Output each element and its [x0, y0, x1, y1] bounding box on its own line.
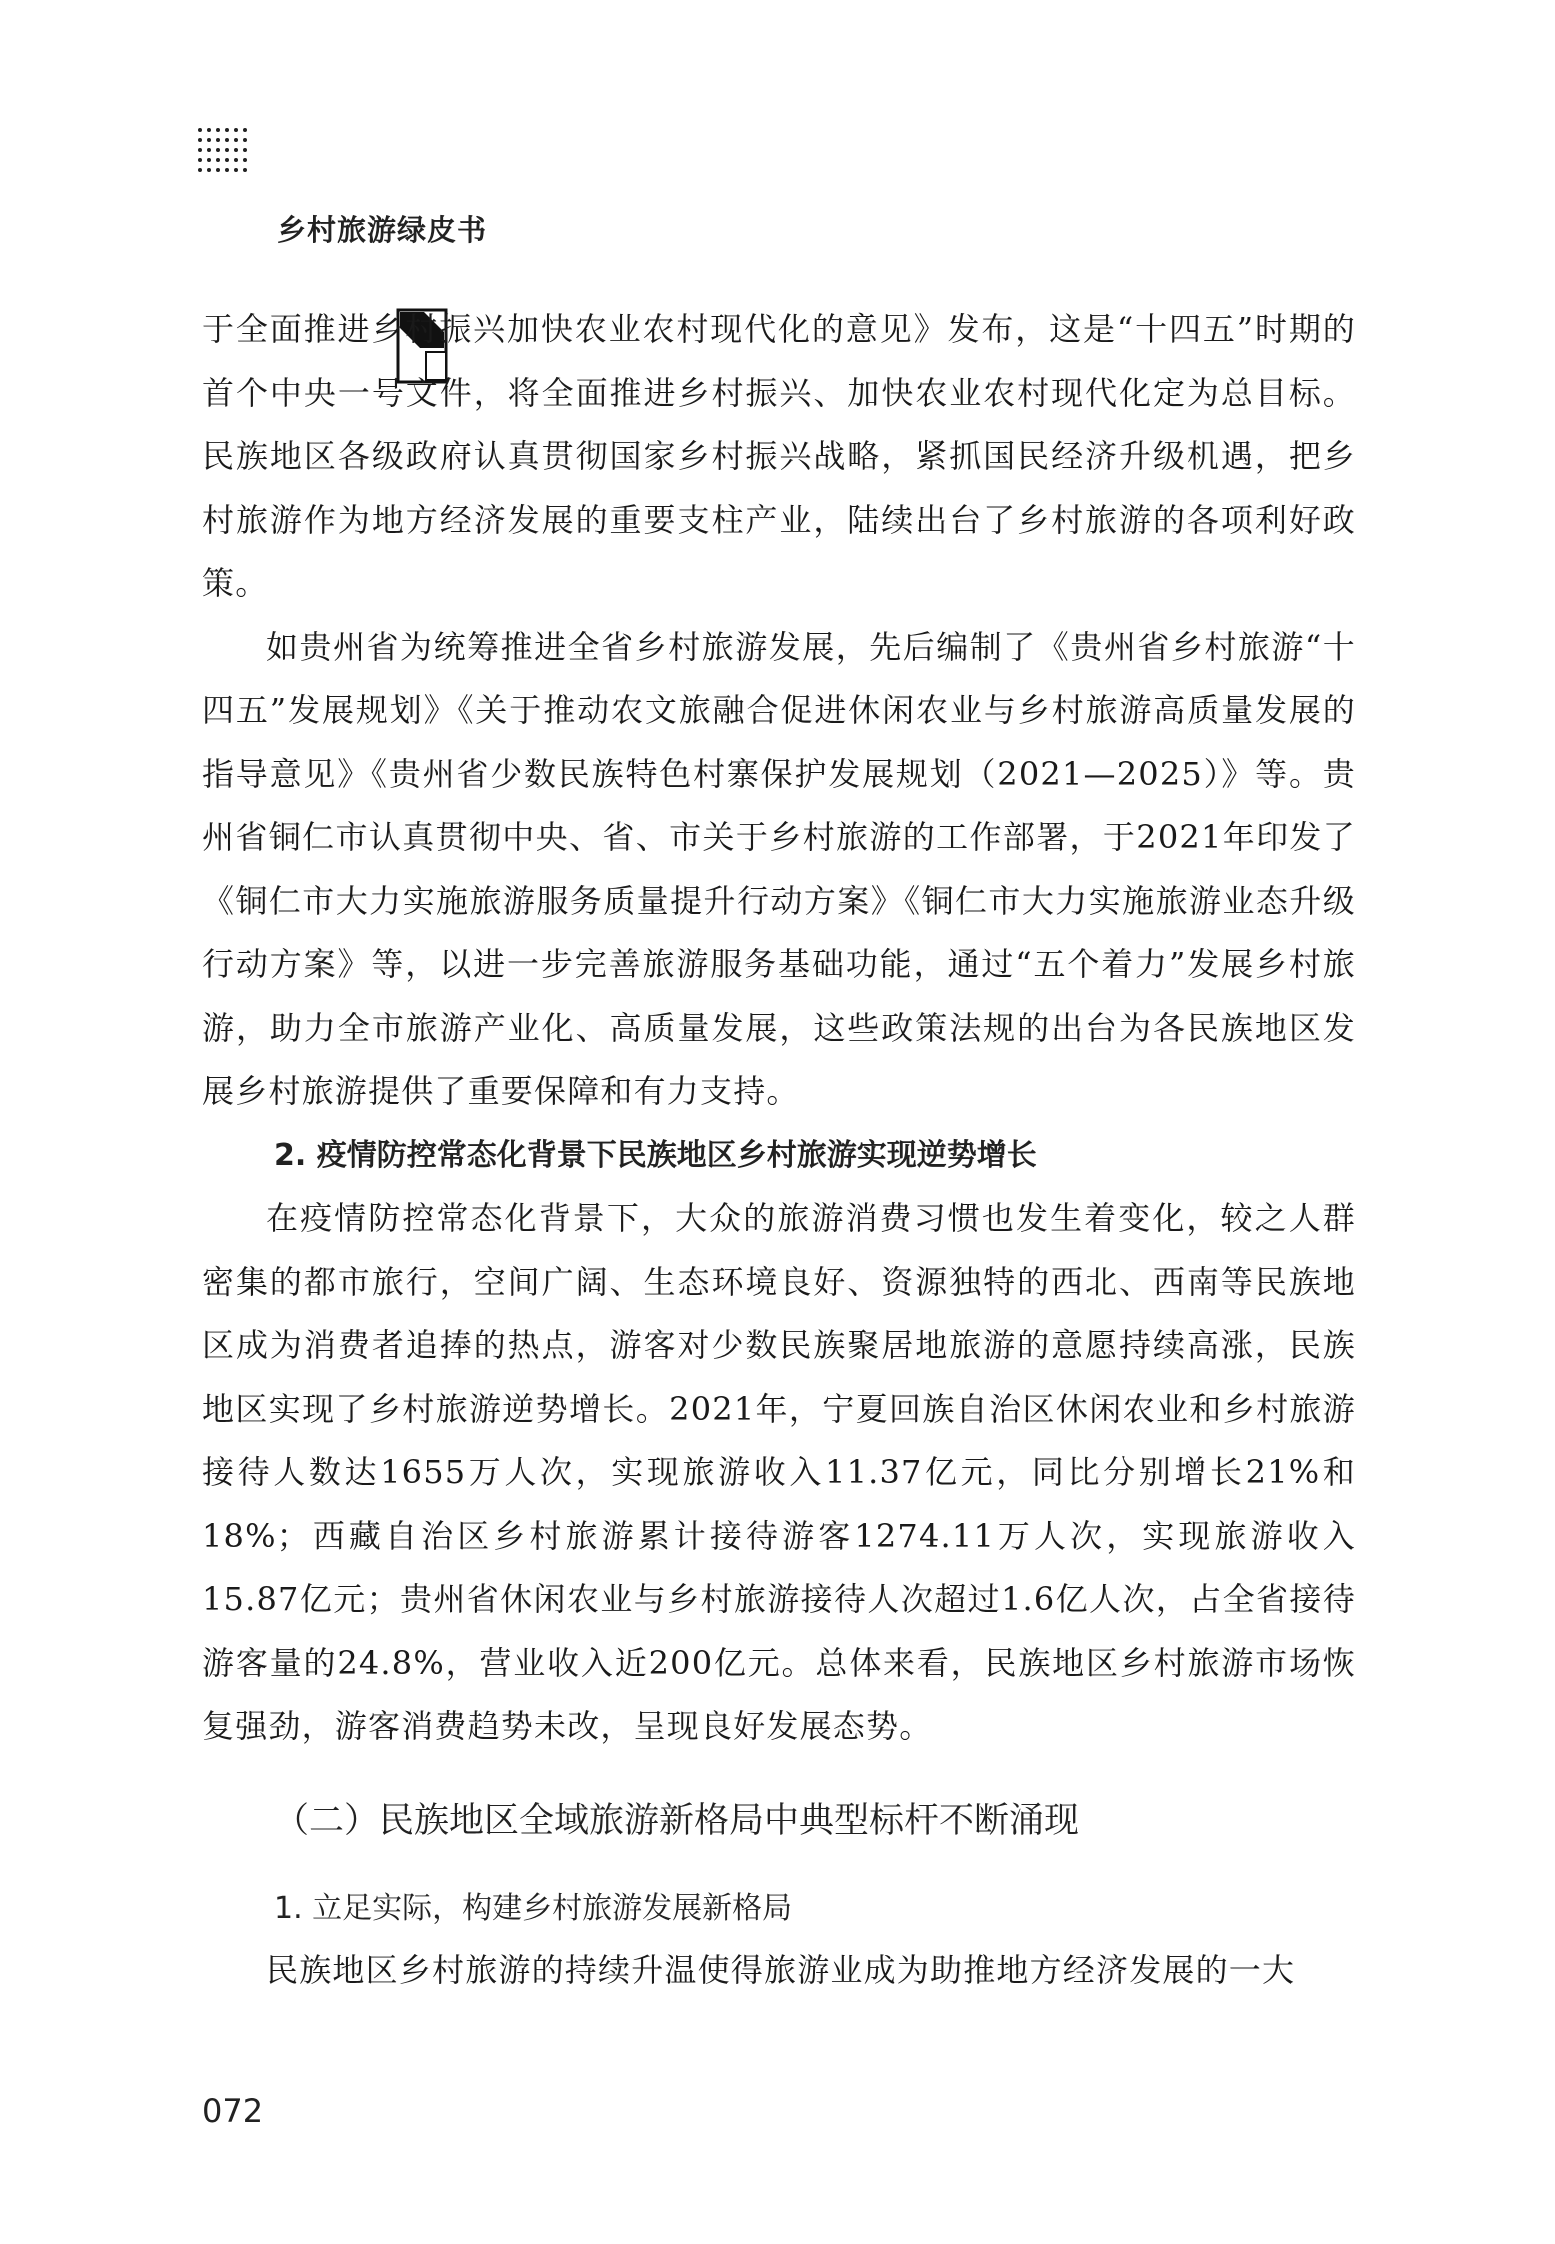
- logo-dot: [198, 168, 202, 172]
- paragraph: 于全面推进乡村振兴加快农业农村现代化的意见》发布，这是“十四五”时期的首个中央一号文件，将全面推进乡村振兴、加快农业农村现代化定为总目标。民族地区各级政府认真贯彻国家乡村振兴战略，紧抓国民经济升级机遇，把乡村旅游作为地方经济发展的重要支柱产业，陆续出台了乡村旅游的各项利好政策。: [202, 310, 1356, 602]
- logo-dot: [243, 148, 247, 152]
- logo-dot: [225, 128, 229, 132]
- logo-dot: [234, 138, 238, 142]
- logo-dot: [216, 138, 220, 142]
- paragraph: 在疫情防控常态化背景下，大众的旅游消费习惯也发生着变化，较之人群密集的都市旅行，空间广阔、生态环境良好、资源独特的西北、西南等民族地区成为消费者追捧的热点，游客对少数民族聚居地旅游的意愿持续高涨，民族地区实现了乡村旅游逆势增长。2021年，宁夏回族自治区休闲农业和乡村旅游接待人数达1655万人次，实现旅游收入11.37亿元，同比分别增长21%和18%；西藏自治区乡村旅游累计接待游客1274.11万人次，实现旅游收入15.87亿元；贵州省休闲农业与乡村旅游接待人次超过1.6亿人次，占全省接待游客量的24.8%，营业收入近200亿元。总体来看，民族地区乡村旅游市场恢复强劲，游客消费趋势未改，呈现良好发展态势。: [202, 1199, 1356, 1745]
- logo-dot: [243, 158, 247, 162]
- page-number: 072: [202, 2092, 264, 2130]
- logo-dot: [216, 128, 220, 132]
- logo-dot: [207, 138, 211, 142]
- subsection-heading: 1. 立足实际，构建乡村旅游发展新格局: [274, 1890, 793, 1926]
- logo-dot: [234, 128, 238, 132]
- series-logo: [196, 128, 256, 258]
- logo-dot: [198, 158, 202, 162]
- series-title: 乡村旅游绿皮书: [277, 213, 488, 247]
- logo-dot: [234, 168, 238, 172]
- section-heading: （二）民族地区全域旅游新格局中典型标杆不断涌现: [274, 1800, 1080, 1841]
- page-body: [202, 298, 1356, 2002]
- paragraph: 民族地区乡村旅游的持续升温使得旅游业成为助推地方经济发展的一大: [266, 1950, 1296, 1989]
- logo-dot: [225, 148, 229, 152]
- logo-dot: [216, 158, 220, 162]
- logo-dot: [243, 128, 247, 132]
- logo-dot: [234, 148, 238, 152]
- logo-dot: [198, 138, 202, 142]
- logo-dot: [243, 138, 247, 142]
- logo-dot: [207, 148, 211, 152]
- logo-dot: [207, 158, 211, 162]
- logo-dot: [198, 148, 202, 152]
- paragraph: 如贵州省为统筹推进全省乡村旅游发展，先后编制了《贵州省乡村旅游“十四五”发展规划》《关于推动农文旅融合促进休闲农业与乡村旅游高质量发展的指导意见》《贵州省少数民族特色村寨保护发展规划（2021—2025）》等。贵州省铜仁市认真贯彻中央、省、市关于乡村旅游的工作部署，于2021年印发了《铜仁市大力实施旅游服务质量提升行动方案》《铜仁市大力实施旅游业态升级行动方案》等，以进一步完善旅游服务基础功能，通过“五个着力”发展乡村旅游，助力全市旅游产业化、高质量发展，这些政策法规的出台为各民族地区发展乡村旅游提供了重要保障和有力支持。: [202, 627, 1356, 1110]
- dot-pattern-icon: [198, 128, 254, 180]
- logo-dot: [216, 168, 220, 172]
- logo-dot: [234, 158, 238, 162]
- logo-dot: [198, 128, 202, 132]
- logo-dot: [216, 148, 220, 152]
- logo-dot: [207, 168, 211, 172]
- logo-dot: [225, 138, 229, 142]
- logo-dot: [243, 168, 247, 172]
- logo-dot: [225, 158, 229, 162]
- subsection-heading: 2. 疫情防控常态化背景下民族地区乡村旅游实现逆势增长: [274, 1137, 1037, 1173]
- logo-dot: [225, 168, 229, 172]
- logo-dot: [207, 128, 211, 132]
